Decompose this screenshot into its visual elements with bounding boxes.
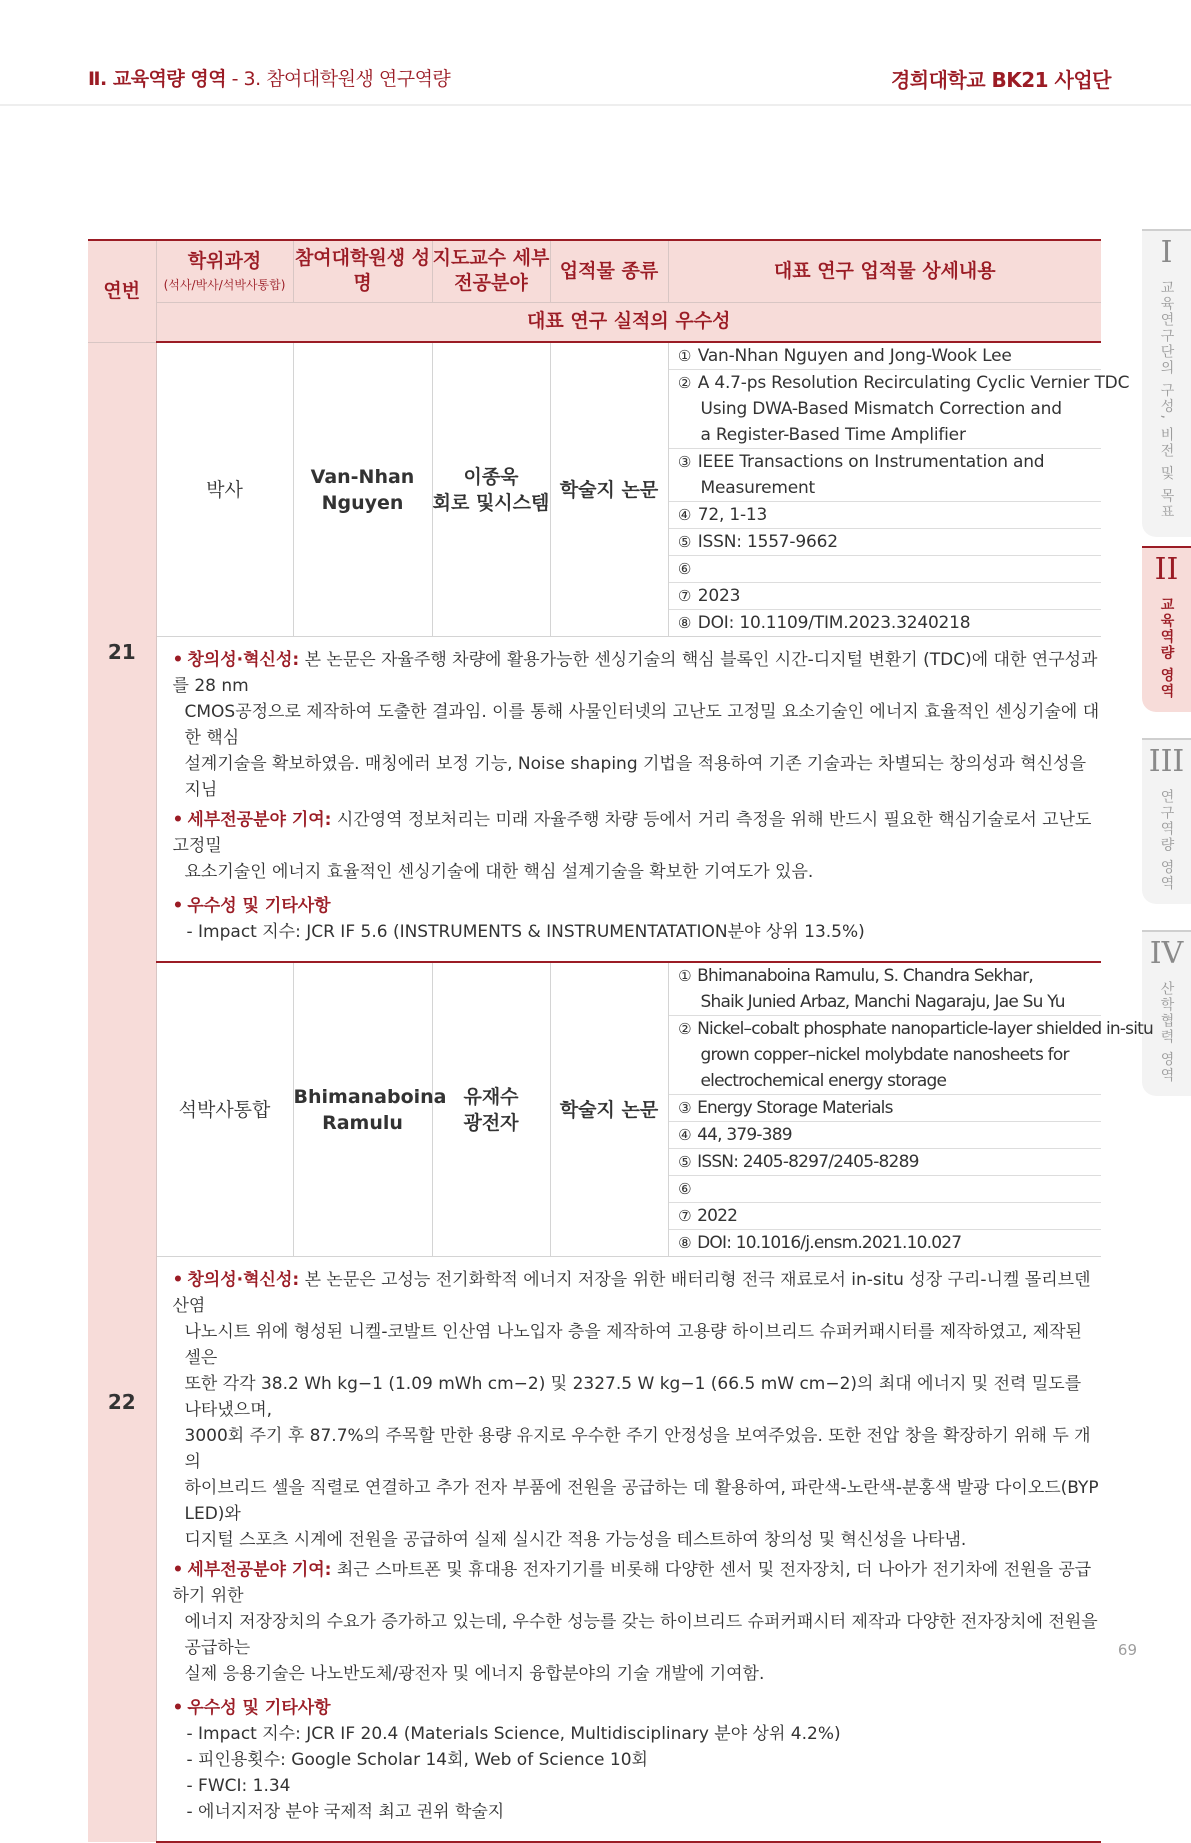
excellence-item: - 피인용횟수: Google Scholar 14회, Web of Science 10회: [186, 1750, 648, 1770]
student-name-line: Van-Nhan: [310, 465, 415, 488]
detail-text: DOI: 10.1016/j.ensm.2021.10.027: [697, 1233, 962, 1253]
organization-name: 경희대학교 BK21 사업단: [890, 68, 1111, 92]
detail-mark: ①: [678, 967, 691, 985]
detail-cell: [668, 962, 1154, 1257]
advisor-name: 이종욱: [463, 465, 519, 488]
detail-cell: [668, 342, 1130, 637]
excellence-item: - Impact 지수: JCR IF 20.4 (Materials Science, Multidisciplinary 분야 상위 4.2%): [186, 1724, 841, 1744]
detail-item: [669, 1095, 1102, 1122]
detail-mark: ⑥: [678, 1180, 691, 1198]
detail-text: Nickel–cobalt phosphate nanoparticle-layer shielded in-situ: [697, 1019, 1154, 1039]
detail-mark: ④: [678, 1126, 691, 1144]
detail-text: a Register-Based Time Amplifier: [700, 425, 966, 445]
detail-item: [669, 583, 1102, 610]
page-number: 69: [1117, 1641, 1137, 1659]
col-header-advisor: 지도교수 세부전공분야: [432, 240, 550, 302]
detail-item: [669, 343, 1102, 370]
excellence-description: [156, 637, 1101, 963]
detail-text: IEEE Transactions on Instrumentation and: [697, 452, 1045, 472]
detail-text: Bhimanaboina Ramulu, S. Chandra Sekhar,: [697, 966, 1033, 986]
creativity-text: 디지털 스포츠 시계에 전원을 공급하여 실제 실시간 적용 가능성을 테스트하여 창의성 및 혁신성을 나타냄.: [184, 1530, 967, 1550]
detail-mark: ⑥: [677, 560, 692, 578]
detail-item: [669, 610, 1102, 636]
creativity-text: 설계기술을 확보하였음. 매칭에러 보정 기능, Noise shaping 기법을 적용하여 기존 기술과는 차별되는 창의성과 혁신성을 지님: [184, 754, 1086, 800]
creativity-text: 본 논문은 자율주행 차량에 활용가능한 센싱기술의 핵심 블록인 시간-디지털 변환기 (TDC)에 대한 연구성과를 28 nm: [172, 650, 1098, 696]
side-tab-roman: II: [1154, 552, 1179, 587]
excellence-description: [156, 1257, 1101, 1843]
advisor-cell: [432, 962, 550, 1257]
side-tab-roman: I: [1160, 235, 1173, 270]
detail-text: Energy Storage Materials: [697, 1098, 893, 1118]
contribution-text: 실제 응용기술은 나노반도체/광전자 및 에너지 융합분야의 기술 개발에 기여함.: [184, 1664, 765, 1684]
creativity-label: 창의성·혁신성:: [187, 650, 300, 670]
contribution-text: 시간영역 정보처리는 미래 자율주행 차량 등에서 거리 측정을 위해 반드시 필요한 핵심기술로서 고난도 고정밀: [172, 810, 1092, 856]
creativity-text: 하이브리드 셀을 직렬로 연결하고 추가 전자 부품에 전원을 공급하는 데 활용하여, 파란색-노란색-분홍색 발광 다이오드(BYP LED)와: [184, 1478, 1099, 1524]
excellence-section: • 우수성 및 기타사항 - Impact 지수: JCR IF 20.4 (Materials Science, Multidisciplinary 분야 상위 4.2%) - 피인용횟수: Google Scholar 14회, Web of Science 10회 - FWCI: 1.34 - 에너지저장 분야 국제적 최고 권위 학술지: [173, 1695, 1102, 1825]
creativity-text: 나노시트 위에 형성된 니켈-코발트 인산염 나노입자 층을 제작하여 고용량 하이브리드 슈퍼커패시터를 제작하였고, 제작된 셀은: [184, 1322, 1082, 1368]
contribution-text: 최근 스마트폰 및 휴대용 전자기기를 비롯해 다양한 센서 및 전자장치, 더 나아가 전기차에 전원을 공급하기 위한: [172, 1560, 1092, 1606]
type-cell: 학술지 논문: [550, 342, 668, 637]
student-name-line: Bhimanaboina: [293, 1085, 447, 1108]
detail-text: Measurement: [700, 478, 816, 498]
creativity-text: CMOS공정으로 제작하여 도출한 결과임. 이를 통해 사물인터넷의 고난도 고정밀 요소기술인 에너지 효율적인 센싱기술에 대한 핵심: [184, 702, 1100, 748]
detail-mark: ②: [677, 374, 692, 392]
type-cell: 학술지 논문: [550, 962, 668, 1257]
advisor-field: 회로 및시스템: [432, 491, 550, 514]
detail-text: 44, 379-389: [697, 1125, 792, 1145]
detail-item: [669, 1016, 1154, 1095]
detail-text: Van-Nhan Nguyen and Jong-Wook Lee: [697, 346, 1012, 366]
page-header: [0, 0, 1191, 106]
side-tab-label: 교육역량 영역: [1158, 597, 1175, 700]
contribution-label: 세부전공분야 기여:: [187, 810, 332, 830]
table-row: [88, 342, 1101, 637]
side-tab-2[interactable]: [1142, 546, 1191, 712]
col-header-type: 업적물 종류: [550, 240, 668, 302]
excellence-item: - Impact 지수: JCR IF 5.6 (INSTRUMENTS & INSTRUMENTATATION분야 상위 13.5%): [186, 922, 865, 942]
detail-item: [669, 502, 1102, 529]
side-tab-3[interactable]: [1142, 738, 1191, 904]
detail-item: [669, 1230, 1102, 1256]
advisor-name: 유재수: [463, 1085, 519, 1108]
creativity-text: 본 논문은 고성능 전기화학적 에너지 저장을 위한 배터리형 전극 재료로서 in-situ 성장 구리-니켈 몰리브덴산염: [172, 1270, 1091, 1316]
section-sub: - 3. 참여대학원생 연구역량: [226, 68, 451, 90]
detail-item: [669, 529, 1102, 556]
creativity-text: 또한 각각 38.2 Wh kg−1 (1.09 mWh cm−2) 및 2327.5 W kg−1 (66.5 mW cm−2)의 최대 에너지 및 전력 밀도를 나타냈으며,: [184, 1374, 1082, 1420]
degree-cell: 박사: [156, 342, 293, 637]
detail-text: 72, 1-13: [697, 505, 768, 525]
col-header-student: 참여대학원생 성명: [293, 240, 432, 302]
detail-item: [669, 556, 1102, 583]
detail-mark: ⑧: [677, 614, 692, 632]
creativity-section: • 창의성·혁신성: 본 논문은 자율주행 차량에 활용가능한 센싱기술의 핵심 블록인 시간-디지털 변환기 (TDC)에 대한 연구성과를 28 nm CMOS공정으로 제작하여 도출한 결과임. 이를 통해 사물인터넷의 고난도 고정밀 요소기술인 에너지 효율적인 센싱기술에 대한 핵심 설계기술을 확보하였음. 매칭에러 보정 기능, Noise shaping 기법을 적용하여 기존 기술과는 차별되는 창의성과 혁신성을 지님: [173, 647, 1102, 803]
detail-text: 2022: [697, 1206, 738, 1226]
col-header-degree-label: 학위과정: [187, 250, 262, 273]
detail-mark: ⑦: [678, 1207, 691, 1225]
creativity-section: • 창의성·혁신성: 본 논문은 고성능 전기화학적 에너지 저장을 위한 배터리형 전극 재료로서 in-situ 성장 구리-니켈 몰리브덴산염 나노시트 위에 형성된 니켈-코발트 인산염 나노입자 층을 제작하여 고용량 하이브리드 슈퍼커패시터를 제작하였고, 제작된 셀은 또한 각각 38.2 Wh kg−1 (1.09 mWh cm−2) 및 2327.5 W kg−1 (66.5 mW cm−2)의 최대 에너지 및 전력 밀도를 나타냈으며, 3000회 주기 후 87.7%의 주목할 만한 용량 유지로 우수한 주기 안정성을 보여주었음. 또한 전압 창을 확장하기 위해 두 개의 하이브리드 셀을 직렬로 연결하고 추가 전자 부품에 전원을 공급하는 데 활용하여, 파란색-노란색-분홍색 발광 다이오드(BYP LED)와 디지털 스포츠 시계에 전원을 공급하여 실제 실시간 적용 가능성을 테스트하여 창의성 및 혁신성을 나타냄.: [173, 1267, 1102, 1553]
advisor-field: 광전자: [463, 1111, 519, 1134]
detail-text: electrochemical energy storage: [700, 1071, 947, 1091]
detail-mark: ⑦: [677, 587, 692, 605]
col-header-excellence: 대표 연구 실적의 우수성: [156, 302, 1101, 342]
section-main: Ⅱ. 교육역량 영역: [88, 68, 227, 90]
excellence-label: 우수성 및 기타사항: [187, 896, 331, 916]
student-name-line: Ramulu: [322, 1111, 403, 1134]
excellence-section: • 우수성 및 기타사항 - Impact 지수: JCR IF 5.6 (INSTRUMENTS & INSTRUMENTATATION분야 상위 13.5%): [173, 893, 1102, 945]
contribution-text: 요소기술인 에너지 효율적인 센싱기술에 대한 핵심 설계기술을 확보한 기여도가 있음.: [184, 862, 814, 882]
side-tab-label: 연구역량 영역: [1158, 789, 1175, 892]
detail-mark: ②: [678, 1020, 691, 1038]
detail-item: [669, 1176, 1102, 1203]
side-tab-label: 교육연구단의 구성, 비전 및 목표: [1158, 280, 1175, 521]
detail-item: [669, 1122, 1102, 1149]
row-number: 22: [88, 962, 156, 1842]
detail-text: ISSN: 1557-9662: [697, 532, 838, 552]
detail-mark: ③: [678, 1099, 691, 1117]
detail-item: [669, 1149, 1102, 1176]
col-header-detail: 대표 연구 업적물 상세내용: [668, 240, 1101, 302]
creativity-label: 창의성·혁신성:: [187, 1270, 300, 1290]
side-tab-roman: IV: [1149, 936, 1184, 971]
detail-text: 2023: [697, 586, 741, 606]
detail-item: [669, 963, 1102, 1016]
col-header-no: 연번: [88, 240, 156, 342]
row-number: 21: [88, 342, 156, 962]
student-cell: [293, 342, 432, 637]
student-name-line: Nguyen: [321, 491, 404, 514]
detail-mark: ①: [677, 347, 692, 365]
student-cell: [293, 962, 447, 1257]
detail-item: [669, 449, 1102, 502]
detail-mark: ⑧: [678, 1234, 691, 1252]
contribution-text: 에너지 저장장치의 수요가 증가하고 있는데, 우수한 성능를 갖는 하이브리드 슈퍼커패시터 제작과 다양한 전자장치에 전원을 공급하는: [184, 1612, 1098, 1658]
detail-mark: ④: [677, 506, 692, 524]
detail-mark: ③: [677, 453, 692, 471]
excellence-item: - FWCI: 1.34: [186, 1776, 291, 1796]
excellence-item: - 에너지저장 분야 국제적 최고 권위 학술지: [186, 1802, 505, 1822]
contribution-section: • 세부전공분야 기여: 최근 스마트폰 및 휴대용 전자기기를 비롯해 다양한 센서 및 전자장치, 더 나아가 전기차에 전원을 공급하기 위한 에너지 저장장치의 수요가 증가하고 있는데, 우수한 성능를 갖는 하이브리드 슈퍼커패시터 제작과 다양한 전자장치에 전원을 공급하는 실제 응용기술은 나노반도체/광전자 및 에너지 융합분야의 기술 개발에 기여함.: [173, 1557, 1102, 1687]
table-row-description: [88, 1257, 1101, 1843]
side-tab-1[interactable]: [1142, 229, 1191, 537]
section-title: [88, 64, 450, 91]
detail-mark: ⑤: [677, 533, 692, 551]
table-row: [88, 962, 1101, 1257]
detail-text: Shaik Junied Arbaz, Manchi Nagaraju, Jae Su Yu: [700, 992, 1065, 1012]
creativity-text: 3000회 주기 후 87.7%의 주목할 만한 용량 유지로 우수한 주기 안정성을 보여주었음. 또한 전압 창을 확장하기 위해 두 개의: [184, 1426, 1091, 1472]
detail-text: A 4.7-ps Resolution Recirculating Cyclic Vernier TDC: [697, 373, 1130, 393]
detail-text: DOI: 10.1109/TIM.2023.3240218: [697, 613, 971, 633]
advisor-cell: [432, 342, 550, 637]
detail-item: [669, 1203, 1102, 1230]
detail-mark: ⑤: [678, 1153, 691, 1171]
detail-item: [669, 370, 1130, 449]
side-tab-label: 산학협력 영역: [1158, 981, 1175, 1084]
detail-text: grown copper–nickel molybdate nanosheets for: [700, 1045, 1069, 1065]
detail-text: Using DWA-Based Mismatch Correction and: [700, 399, 1062, 419]
degree-cell: 석박사통합: [156, 962, 293, 1257]
contribution-label: 세부전공분야 기여:: [187, 1560, 332, 1580]
col-header-degree: [156, 240, 293, 302]
side-tab-4[interactable]: [1142, 930, 1191, 1096]
col-header-degree-sub: (석사/박사/석박사통합): [163, 278, 286, 293]
side-tab-roman: III: [1148, 744, 1185, 779]
contribution-section: • 세부전공분야 기여: 시간영역 정보처리는 미래 자율주행 차량 등에서 거리 측정을 위해 반드시 필요한 핵심기술로서 고난도 고정밀 요소기술인 에너지 효율적인 센싱기술에 대한 핵심 설계기술을 확보한 기여도가 있음.: [173, 807, 1102, 885]
table-row-description: [88, 637, 1101, 963]
excellence-label: 우수성 및 기타사항: [187, 1698, 331, 1718]
detail-text: ISSN: 2405-8297/2405-8289: [697, 1152, 919, 1172]
